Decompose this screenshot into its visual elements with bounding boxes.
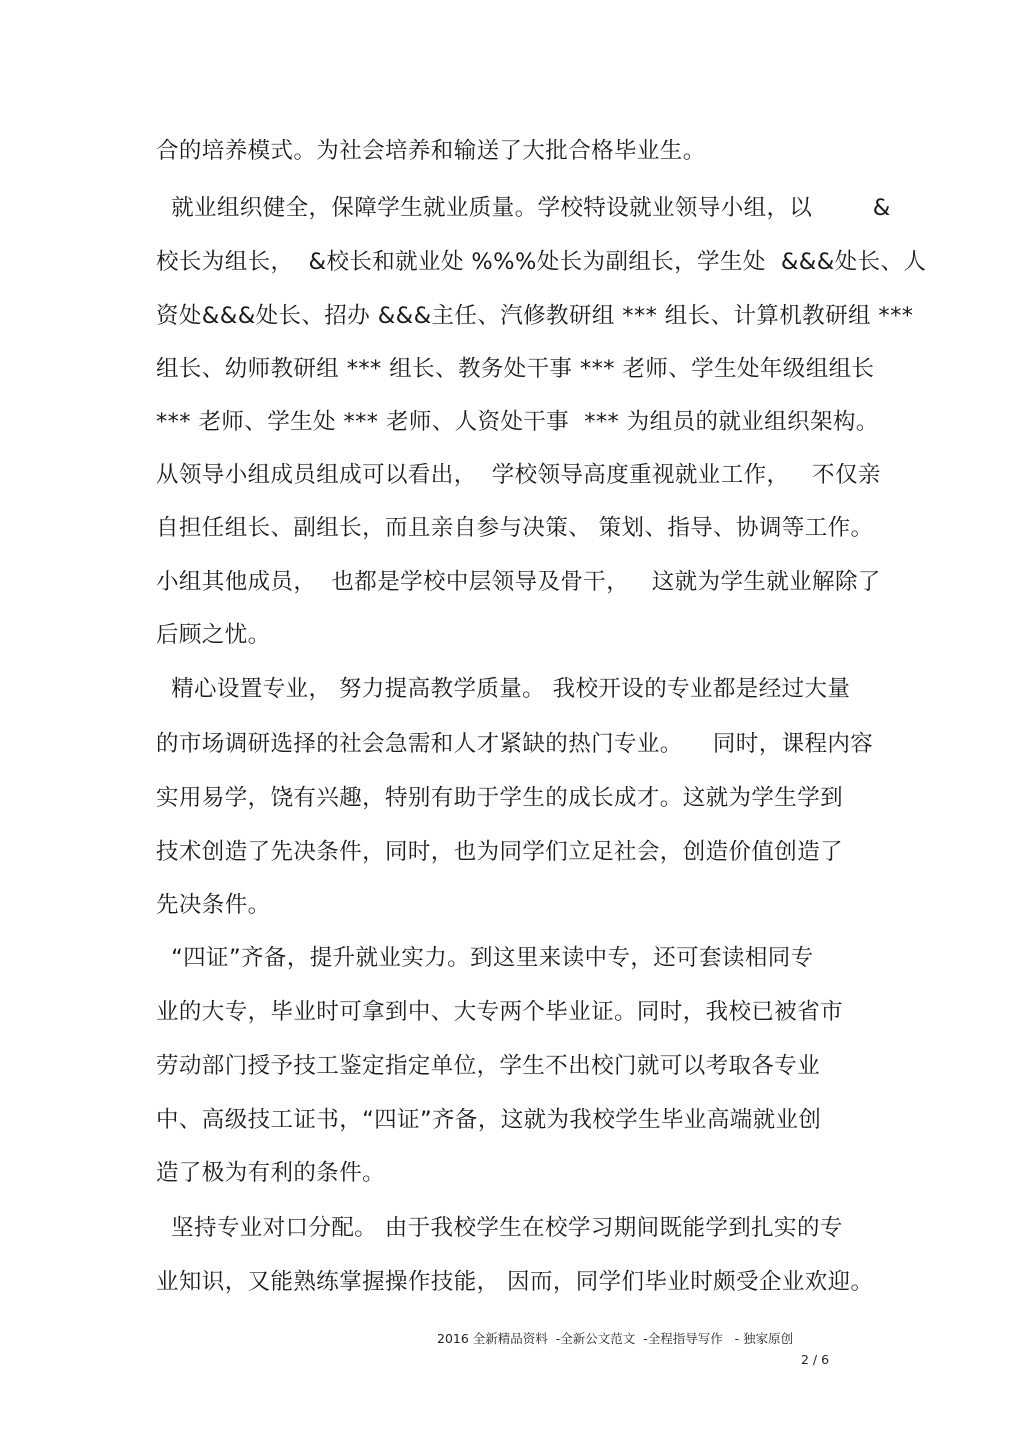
paragraph-line: 的市场调研选择的社会急需和人才紧缺的热门专业。 同时，课程内容	[156, 731, 874, 757]
paragraph-line: 业知识，又能熟练掌握操作技能， 因而，同学们毕业时颇受企业欢迎。	[156, 1269, 874, 1295]
paragraph-line: 中、高级技工证书，“四证”齐备，这就为我校学生毕业高端就业创	[156, 1107, 822, 1133]
paragraph-line: 资处&&&处长、招办 &&&主任、汽修教研组 *** 组长、计算机教研组 ***	[156, 303, 914, 329]
paragraph-line: 自担任组长、副组长，而且亲自参与决策、 策划、指导、协调等工作。	[156, 515, 874, 541]
paragraph-line: 后顾之忧。	[156, 622, 271, 648]
footer-slogan: 2016 全新精品资料 -全新公文范文 -全程指导写作 - 独家原创	[437, 1331, 794, 1346]
paragraph-line: 业的大专，毕业时可拿到中、大专两个毕业证。同时，我校已被省市	[156, 999, 844, 1025]
paragraph-line: 坚持专业对口分配。 由于我校学生在校学习期间既能学到扎实的专	[156, 1215, 843, 1241]
page-number: 2 / 6	[801, 1352, 830, 1367]
paragraph-line: *** 老师、学生处 *** 老师、人资处干事 *** 为组员的就业组织架构。	[156, 409, 879, 435]
paragraph-line: 造了极为有利的条件。	[156, 1160, 386, 1186]
paragraph-line: 就业组织健全，保障学生就业质量。学校特设就业领导小组，以 &	[156, 195, 891, 221]
paragraph-line: 小组其他成员， 也都是学校中层领导及骨干， 这就为学生就业解除了	[156, 569, 881, 595]
paragraph-line: 精心设置专业， 努力提高教学质量。 我校开设的专业都是经过大量	[156, 676, 851, 702]
paragraph-line: “四证”齐备，提升就业实力。到这里来读中专，还可套读相同专	[156, 945, 814, 971]
paragraph-line: 先决条件。	[156, 892, 271, 918]
paragraph-line: 劳动部门授予技工鉴定指定单位，学生不出校门就可以考取各专业	[156, 1053, 821, 1079]
paragraph-line: 校长为组长， &校长和就业处 %%%处长为副组长，学生处 &&&处长、人	[156, 249, 927, 275]
paragraph-line: 组长、幼师教研组 *** 组长、教务处干事 *** 老师、学生处年级组组长	[156, 356, 875, 382]
paragraph-line: 实用易学，饶有兴趣，特别有助于学生的成长成才。这就为学生学到	[156, 785, 844, 811]
paragraph-line: 合的培养模式。为社会培养和输送了大批合格毕业生。	[156, 138, 706, 164]
paragraph-line: 从领导小组成员组成可以看出， 学校领导高度重视就业工作， 不仅亲	[156, 462, 881, 488]
paragraph-line: 技术创造了先决条件，同时，也为同学们立足社会，创造价值创造了	[156, 839, 844, 865]
